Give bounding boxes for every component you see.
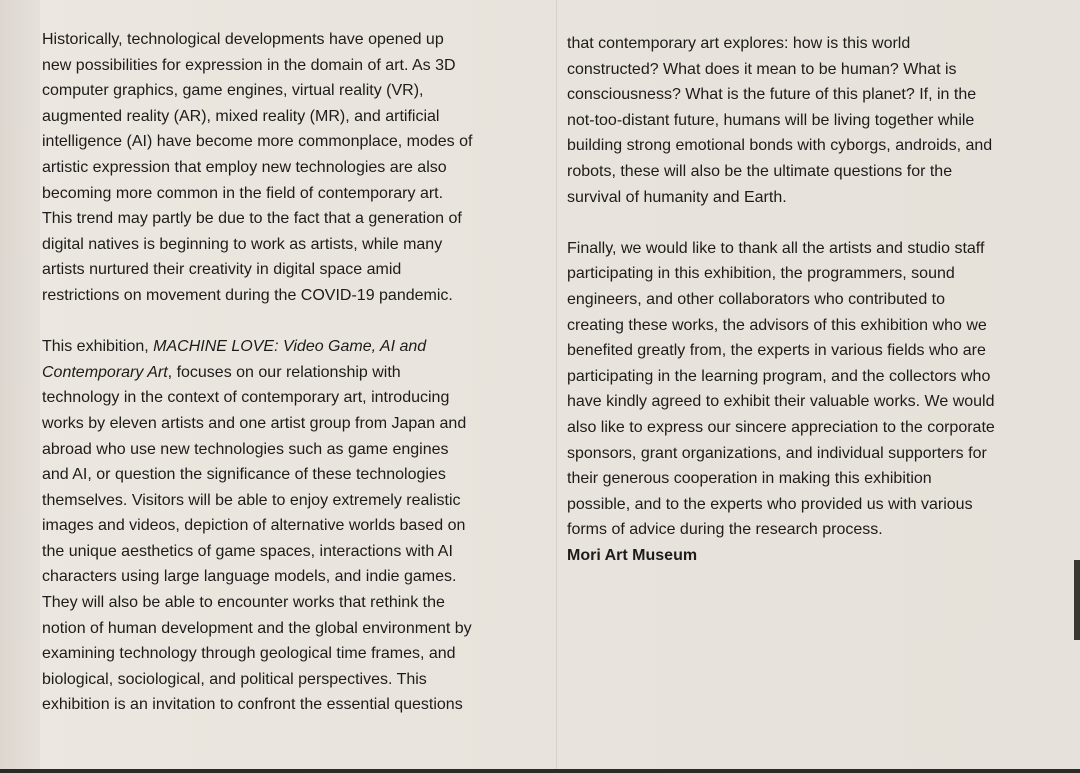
wall-shadow-strip (0, 0, 40, 773)
frame-edge (1074, 560, 1080, 640)
signature: Mori Art Museum (567, 546, 698, 564)
left-text-column (42, 27, 542, 718)
questions-paragraph: that contemporary art explores: how is this world constructed? What does it mean to be human? What is consciousness? What is the future of this planet? If, in the not-too-distant future, humans will be living together while building strong emotional bonds with cyborgs, androids, and robots, these will also be the ultimate questions for the survival of humanity and Earth. (567, 35, 993, 206)
exhibition-paragraph (42, 334, 542, 718)
panel-seam (556, 0, 557, 773)
exhibition-paragraph-body: , focuses on our relationship with technology in the context of contemporary art, introducing works by eleven artists and one artist group from Japan and abroad who use new technologies such as game engines and AI, or question the significance of these technologies themselves. Visitors will be able to enjoy extremely realistic images and videos, depiction of alternative worlds based on the unique aesthetics of game spaces, interactions with AI characters using large language models, and indie games. They will also be able to encounter works that rethink the notion of human development and the global environment by examining technology through geological time frames, and biological, sociological, and political perspectives. This exhibition is an invitation to confront the essential questions (42, 363, 472, 714)
exhibition-paragraph-intro: This exhibition, (42, 338, 154, 356)
right-text-column (567, 31, 1067, 568)
intro-paragraph: Historically, technological developments have opened up new possibilities for expression in the domain of art. As 3D computer graphics, game engines, virtual reality (VR), augmented reality (AR), mixed reality (MR), and artificial intelligence (AI) have become more commonplace, modes of artistic expression that employ new technologies are also becoming more common in the field of contemporary art. This trend may partly be due to the fact that a generation of digital natives is beginning to work as artists, while many artists nurtured their creativity in digital space amid restrictions on movement during the COVID-19 pandemic. (42, 31, 473, 304)
floor-edge (0, 769, 1080, 773)
exhibition-title: MACHINE LOVE: Video Game, AI and Contemporary Art (42, 338, 427, 381)
acknowledgements-paragraph: Finally, we would like to thank all the artists and studio staff participating in this exhibition, the programmers, sound engineers, and other collaborators who contributed to creating these works, the advisors of this exhibition who we benefited greatly from, the experts in various fields who are participating in the learning program, and the collectors who have kindly agreed to exhibit their valuable works. We would also like to express our sincere appreciation to the corporate sponsors, grant organizations, and individual supporters for their generous cooperation in making this exhibition possible, and to the experts who provided us with various forms of advice during the research process. (567, 239, 995, 539)
